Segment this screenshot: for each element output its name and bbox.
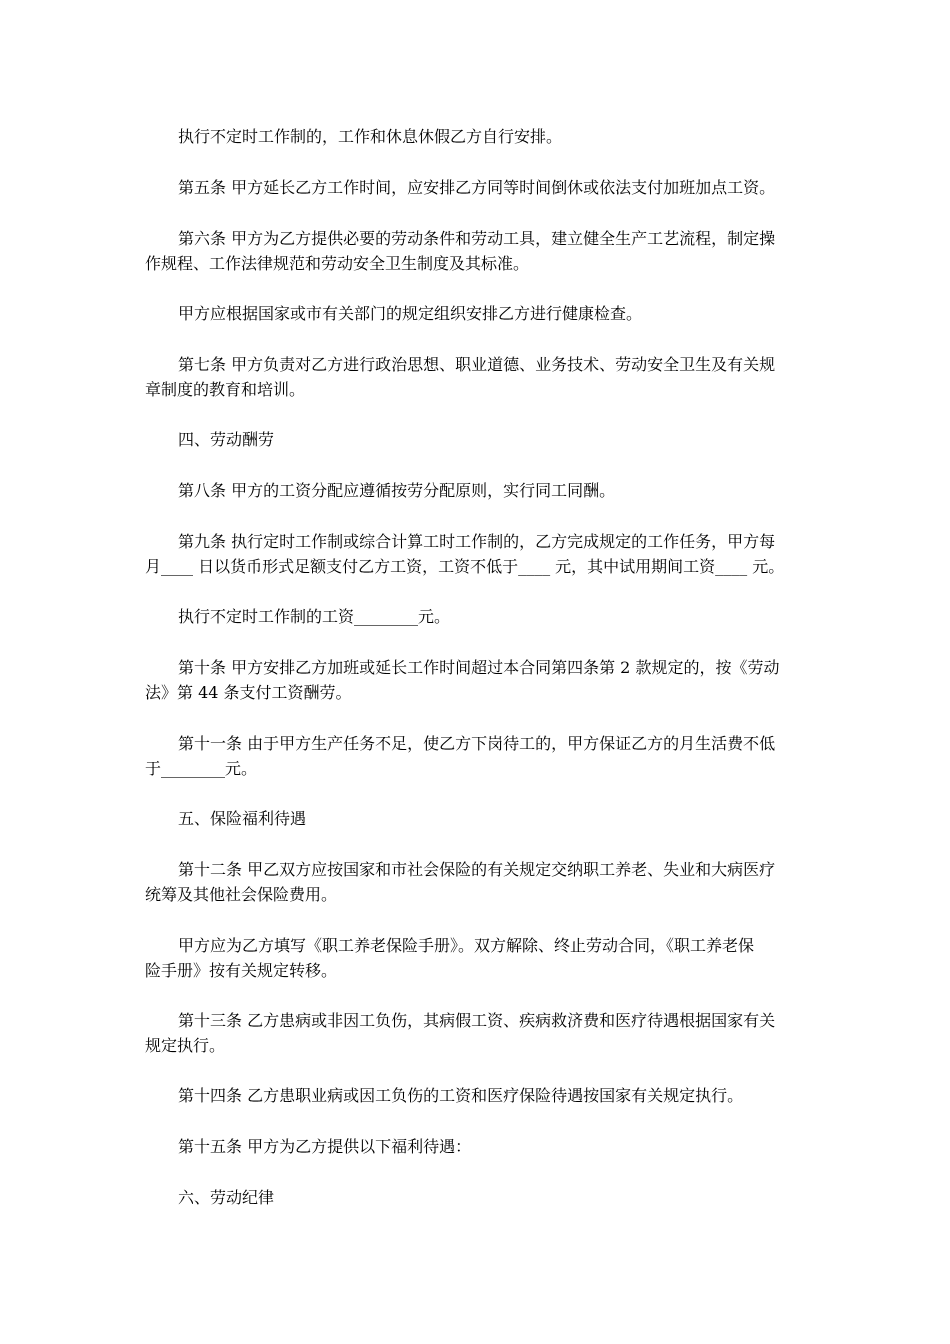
paragraph-line: 作规程、工作法律规范和劳动安全卫生制度及其标准。 [145, 254, 530, 273]
paragraph-line: 甲方应为乙方填写《职工养老保险手册》。双方解除、终止劳动合同，《职工养老保 [178, 936, 755, 955]
paragraph-line: 第十四条 乙方患职业病或因工负伤的工资和医疗保险待遇按国家有关规定执行。 [178, 1086, 744, 1105]
paragraph-unfixed-hours-wage [145, 604, 805, 629]
paragraph-article-11 [145, 731, 805, 781]
paragraph-line: 第八条 甲方的工资分配应遵循按劳分配原则，实行同工同酬。 [178, 481, 616, 500]
paragraph-article-7 [145, 352, 805, 402]
paragraph-line: 规定执行。 [145, 1036, 226, 1055]
paragraph-line: 第十五条 甲方为乙方提供以下福利待遇： [178, 1137, 472, 1156]
paragraph-line: 第十条 甲方安排乙方加班或延长工作时间超过本合同第四条第 2 款规定的，按《劳动 [178, 658, 780, 677]
paragraph-line: 第十一条 由于甲方生产任务不足，使乙方下岗待工的，甲方保证乙方的月生活费不低 [178, 734, 776, 753]
paragraph-line: 第五条 甲方延长乙方工作时间，应安排乙方同等时间倒休或依法支付加班加点工资。 [178, 178, 776, 197]
paragraph-article-10 [145, 655, 805, 705]
paragraph-article-5 [145, 175, 805, 200]
section-heading-insurance [145, 806, 805, 831]
paragraph-line: 甲方应根据国家或市有关部门的规定组织安排乙方进行健康检查。 [178, 304, 643, 323]
paragraph-line: 第九条 执行定时工作制或综合计算工时工作制的，乙方完成规定的工作任务，甲方每 [178, 532, 776, 551]
section-heading: 五、保险福利待遇 [178, 809, 307, 828]
paragraph-line: 章制度的教育和培训。 [145, 380, 306, 399]
section-heading-discipline [145, 1185, 805, 1210]
paragraph-article-9 [145, 529, 805, 579]
paragraph-pension-manual [145, 933, 805, 983]
paragraph-line: 执行不定时工作制的工资________元。 [178, 607, 451, 626]
paragraph-health-check [145, 301, 805, 326]
paragraph-line: 第十二条 甲乙双方应按国家和市社会保险的有关规定交纳职工养老、失业和大病医疗 [178, 860, 776, 879]
paragraph-article-6 [145, 226, 805, 276]
paragraph-article-8 [145, 478, 805, 503]
section-heading: 四、劳动酬劳 [178, 430, 275, 449]
paragraph-article-14 [145, 1083, 805, 1108]
paragraph-line: 执行不定时工作制的，工作和休息休假乙方自行安排。 [178, 127, 563, 146]
section-heading-remuneration [145, 427, 805, 452]
paragraph-line: 统筹及其他社会保险费用。 [145, 885, 338, 904]
paragraph-line: 险手册》按有关规定转移。 [145, 961, 338, 980]
paragraph-line: 法》第 44 条支付工资酬劳。 [145, 683, 352, 702]
paragraph-article-13 [145, 1008, 805, 1058]
paragraph-article-15 [145, 1134, 805, 1159]
section-heading: 六、劳动纪律 [178, 1188, 275, 1207]
paragraph-unfixed-hours-rest [145, 124, 805, 149]
paragraph-line: 于________元。 [145, 759, 258, 778]
paragraph-line: 月____ 日以货币形式足额支付乙方工资，工资不低于____ 元，其中试用期间工资____ 元。 [145, 557, 785, 576]
paragraph-line: 第六条 甲方为乙方提供必要的劳动条件和劳动工具，建立健全生产工艺流程，制定操 [178, 229, 776, 248]
paragraph-line: 第十三条 乙方患病或非因工负伤，其病假工资、疾病救济费和医疗待遇根据国家有关 [178, 1011, 776, 1030]
paragraph-line: 第七条 甲方负责对乙方进行政治思想、职业道德、业务技术、劳动安全卫生及有关规 [178, 355, 776, 374]
paragraph-article-12 [145, 857, 805, 907]
